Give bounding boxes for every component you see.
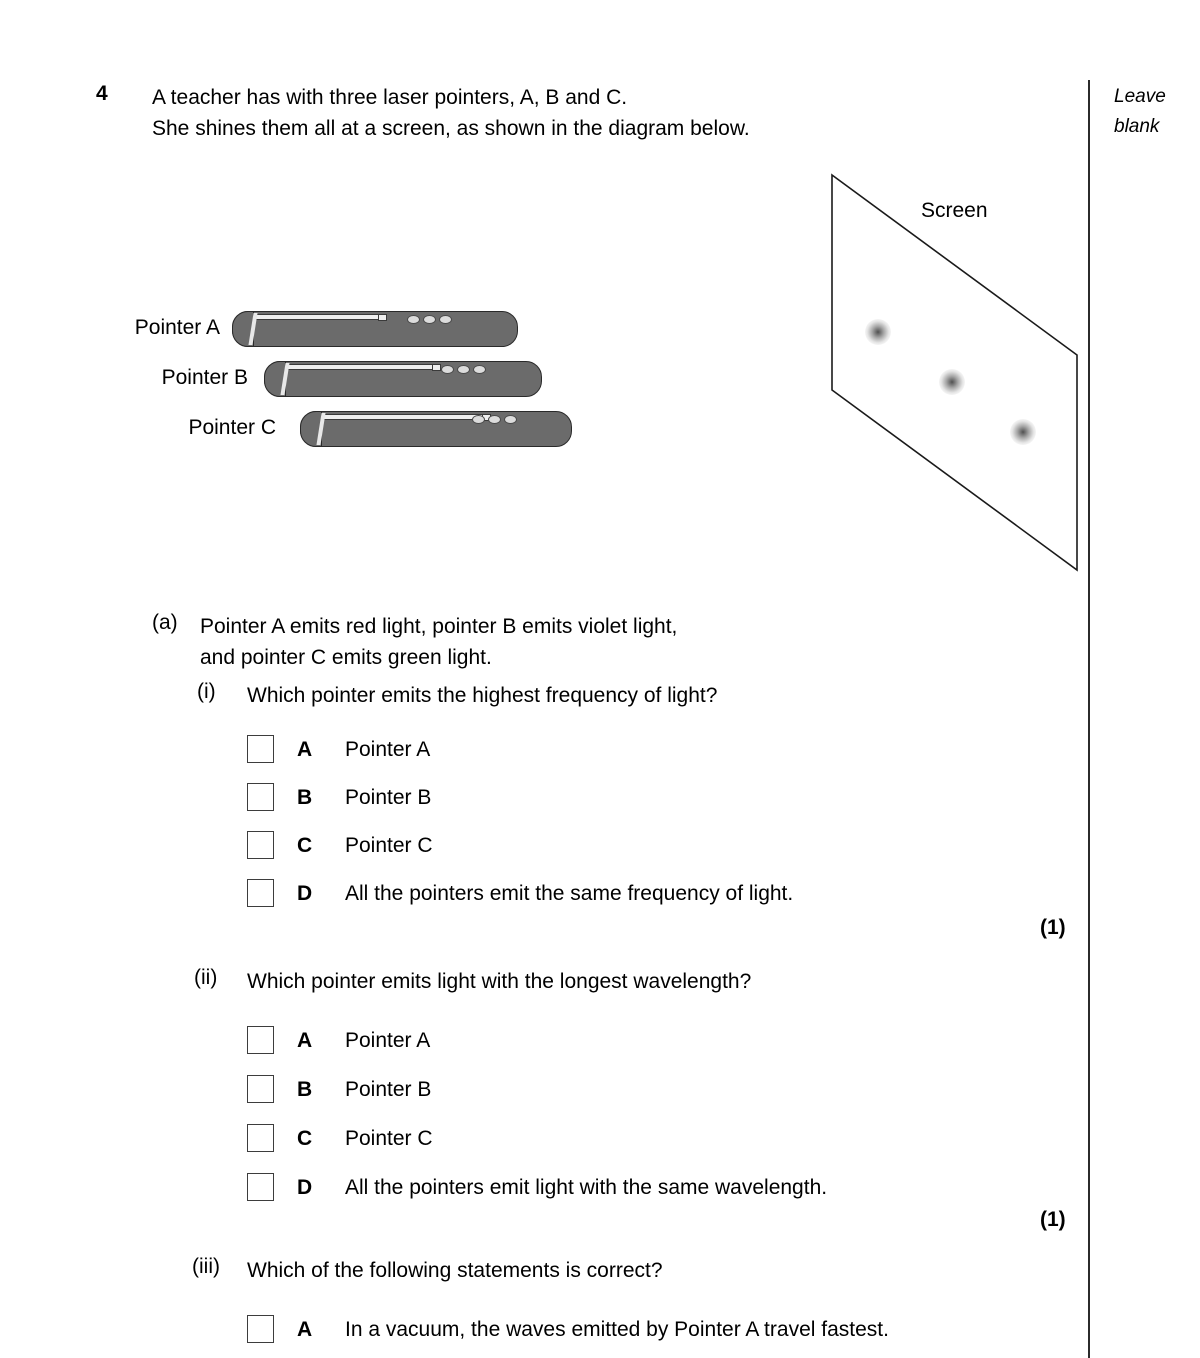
pointer-b-button-2 <box>457 365 470 374</box>
laser-pointer-c-graphic <box>300 411 572 447</box>
option-text: All the pointers emit the same frequency of light. <box>345 882 794 905</box>
pointer-a-button-3 <box>439 315 452 324</box>
part-a-iii-marker: (iii) <box>192 1255 220 1278</box>
pointer-a-label: Pointer A <box>134 316 220 339</box>
laser-pointer-b-graphic <box>264 361 542 397</box>
leave-blank-line-2: blank <box>1114 116 1160 137</box>
laser-spot-2 <box>939 369 965 395</box>
part-a-marker: (a) <box>152 611 178 634</box>
pointer-a-stripe <box>256 314 380 320</box>
pointer-b-label: Pointer B <box>161 366 248 389</box>
laser-spot-3 <box>1010 419 1036 445</box>
option-letter: A <box>297 1029 313 1052</box>
marks-part-a-i: (1) <box>1040 916 1066 939</box>
part-a-i-question <box>247 680 717 711</box>
part-a-ii-question-text: Which pointer emits light with the longest wavelength? <box>247 970 752 993</box>
part-a-text <box>200 611 677 673</box>
pointer-b-clip <box>432 364 441 371</box>
pointer-b-stripe <box>288 364 434 370</box>
part-a-line-1: Pointer A emits red light, pointer B emits violet light, <box>200 615 678 638</box>
pointer-b-button-1 <box>441 365 454 374</box>
marks-part-a-ii: (1) <box>1040 1208 1066 1231</box>
option-letter: C <box>297 834 313 857</box>
pointer-c-label: Pointer C <box>188 416 276 439</box>
pointer-a-clip <box>378 314 387 321</box>
option-letter: B <box>297 1078 313 1101</box>
option-text: Pointer C <box>345 1127 433 1150</box>
part-a-ii-question <box>247 966 751 997</box>
option-text: Pointer A <box>345 738 431 761</box>
checkbox-i-d[interactable] <box>247 879 274 907</box>
question-stem-line-1: A teacher has with three laser pointers, A, B and C. <box>152 86 628 109</box>
checkbox-i-b[interactable] <box>247 783 274 811</box>
option-letter: B <box>297 786 313 809</box>
option-text: Pointer A <box>345 1029 431 1052</box>
part-a-iii-question-text: Which of the following statements is correct? <box>247 1259 663 1282</box>
pointer-c-stripe <box>324 414 484 420</box>
pointer-c-button-2 <box>488 415 501 424</box>
option-text: All the pointers emit light with the same wavelength. <box>345 1176 828 1199</box>
checkbox-ii-a[interactable] <box>247 1026 274 1054</box>
option-letter: A <box>297 1318 313 1341</box>
checkbox-i-a[interactable] <box>247 735 274 763</box>
pointer-a-button-1 <box>407 315 420 324</box>
checkbox-ii-b[interactable] <box>247 1075 274 1103</box>
part-a-i-question-text: Which pointer emits the highest frequency of light? <box>247 684 718 707</box>
laser-spot-1 <box>865 319 891 345</box>
part-a-line-2: and pointer C emits green light. <box>200 646 492 669</box>
question-stem-line-2: She shines them all at a screen, as shown in the diagram below. <box>152 117 750 140</box>
pointer-c-button-1 <box>472 415 485 424</box>
option-text: Pointer B <box>345 786 432 809</box>
pointer-a-button-2 <box>423 315 436 324</box>
option-letter: C <box>297 1127 313 1150</box>
option-text: In a vacuum, the waves emitted by Pointer A travel fastest. <box>345 1318 889 1341</box>
question-stem <box>152 82 1052 144</box>
option-letter: A <box>297 738 313 761</box>
leave-blank-line-1: Leave <box>1114 86 1166 107</box>
question-number: 4 <box>96 82 108 105</box>
screen-label: Screen <box>921 199 988 222</box>
option-text: Pointer B <box>345 1078 432 1101</box>
option-letter: D <box>297 1176 313 1199</box>
checkbox-ii-c[interactable] <box>247 1124 274 1152</box>
part-a-iii-question <box>247 1255 663 1286</box>
checkbox-ii-d[interactable] <box>247 1173 274 1201</box>
checkbox-iii-a[interactable] <box>247 1315 274 1343</box>
leave-blank-note <box>1114 82 1194 142</box>
part-a-ii-marker: (ii) <box>194 966 218 989</box>
option-letter: D <box>297 882 313 905</box>
laser-pointer-a-graphic <box>232 311 518 347</box>
part-a-i-marker: (i) <box>197 680 216 703</box>
pointer-c-button-3 <box>504 415 517 424</box>
pointer-b-button-3 <box>473 365 486 374</box>
option-text: Pointer C <box>345 834 433 857</box>
checkbox-i-c[interactable] <box>247 831 274 859</box>
